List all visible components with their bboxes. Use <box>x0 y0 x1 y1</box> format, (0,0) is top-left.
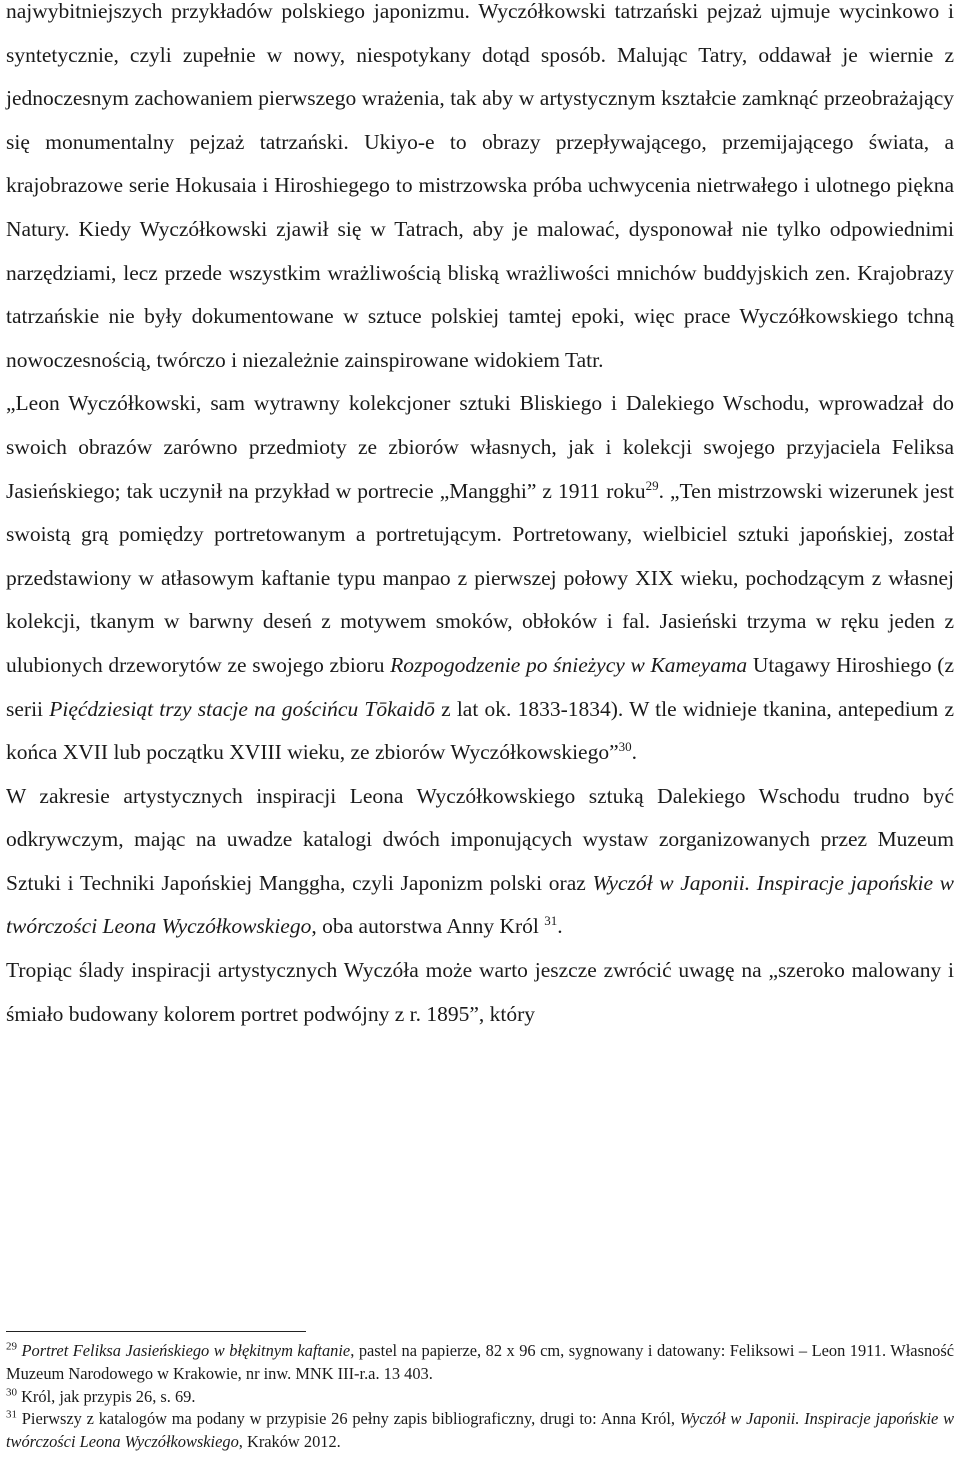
footnote-ref: 30 <box>6 1386 17 1399</box>
body-text <box>6 0 954 1036</box>
footnotes <box>6 1340 954 1454</box>
footnote-ref: 31 <box>544 913 558 929</box>
italic-title: Pięćdziesiąt trzy stacje na gościńcu Tōkaidō <box>49 696 435 721</box>
text-run: . <box>557 914 563 939</box>
text-run: , oba autorstwa Anny Król <box>311 914 545 939</box>
text-run: , Kraków 2012. <box>238 1432 341 1452</box>
footnote-ref: 29 <box>6 1340 17 1353</box>
text-run: Utagawy Hiroshiego (z serii <box>6 652 955 721</box>
footnote-ref: 30 <box>618 738 632 754</box>
text-run: z lat ok. 1833-1834). W tle widnieje tkanina, antepedium z końca XVII lub początku XVIII wieku, ze zbiorów Wyczółkowskiego” <box>6 696 954 765</box>
paragraph-2 <box>6 382 954 774</box>
footnote-3 <box>6 1408 954 1454</box>
italic-title: Wyczół w Japonii. Inspiracje japońskie w twórczości Leona Wyczółkowskiego <box>6 1409 955 1452</box>
text-run: . <box>631 740 638 765</box>
text-run: W zakresie artystycznych inspiracji Leona Wyczółkowskiego sztuką Dalekiego Wschodu trudno być odkrywczym, mając na uwadze katalogi dwóch imponujących wystaw zorganizowanych przez Muzeum Sztuki i Techniki Japońskiej Manggha, czyli Japonizm polski oraz <box>6 783 954 895</box>
text-run: Pierwszy z katalogów ma podany w przypisie 26 pełny zapis bibliograficzny, drugi to: Anna Król, <box>17 1409 680 1429</box>
text-run: „Leon Wyczółkowski, sam wytrawny kolekcjoner sztuki Bliskiego i Dalekiego Wschodu, wprowadzał do swoich obrazów zarówno przedmioty ze zbiorów własnych, jak i kolekcji swojego przyjaciela Feliksa Jasieńskiego; tak uczynił na przykład w portrecie „Mangghi” z 1911 roku <box>6 391 954 503</box>
footnote-separator <box>6 1331 306 1332</box>
document-page <box>6 0 955 1452</box>
footnote-ref: 29 <box>645 477 659 493</box>
footnote-ref: 31 <box>6 1408 17 1421</box>
italic-title: Wyczół w Japonii. Inspiracje japońskie w twórczości Leona Wyczółkowskiego <box>6 870 954 939</box>
text-run: Król, jak przypis 26, s. 69. <box>17 1386 196 1406</box>
paragraph-1 <box>6 0 954 382</box>
text-run: najwybitniejszych przykładów polskiego japonizmu. Wyczółkowski tatrzański pejzaż ujmuje wycinkowo i syntetycznie, czyli zupełnie w nowy, niespotykany dotąd sposób. Malując Tatry, oddawał je wiernie z jednoczesnym zachowaniem pierwszego wrażenia, tak aby w artystycznym kształcie zamknąć przeobrażający się monumentalny pejzaż tatrzański. Ukiyo-e to obrazy przepływającego, przemijającego świata, a krajobrazowe serie Hokusaia i Hiroshiegego to mistrzowska próba uchwycenia nietrwałego i ulotnego piękna Natury. Kiedy Wyczółkowski zjawił się w Tatrach, aby je malować, dysponował nie tylko odpowiednimi narzędziami, lecz przede wszystkim wrażliwością bliską wrażliwości mnichów buddyjskich zen. Krajobrazy tatrzańskie nie były dokumentowane w sztuce polskiej tamtej epoki, więc prace Wyczółkowskiego tchną nowoczesnością, twórczo i niezależnie zainspirowane widokiem Tatr. <box>6 0 954 372</box>
text-run: . „Ten mistrzowski wizerunek jest swoistą grą pomiędzy portretowanym a portretującym. Portretowany, wielbiciel sztuki japońskiej, został przedstawiony w atłasowym kaftanie typu manpao z pierwszej połowy XIX wieku, pochodzącym z własnej kolekcji, tkanym w barwny deseń z motywem smoków, obłoków i fal. Jasieński trzyma w ręku jeden z ulubionych drzeworytów ze swojego zbioru <box>6 478 954 677</box>
paragraph-4 <box>6 949 954 1036</box>
footnote-2 <box>6 1386 954 1409</box>
text-run: Tropiąc ślady inspiracji artystycznych Wyczóła może warto jeszcze zwrócić uwagę na „szeroko malowany i śmiało budowany kolorem portret podwójny z r. 1895”, który <box>6 958 954 1026</box>
paragraph-3 <box>6 775 954 949</box>
italic-title: Rozpogodzenie po śnieżycy w Kameyama <box>390 652 748 677</box>
footnote-1 <box>6 1340 954 1386</box>
italic-title: Portret Feliksa Jasieńskiego w błękitnym kaftanie <box>21 1341 351 1360</box>
text-run: , pastel na papierze, 82 x 96 cm, sygnowany i datowany: Feliksowi – Leon 1911. Własność Muzeum Narodowego w Krakowie, nr inw. MNK III-r.a. 13 403. <box>6 1341 954 1383</box>
